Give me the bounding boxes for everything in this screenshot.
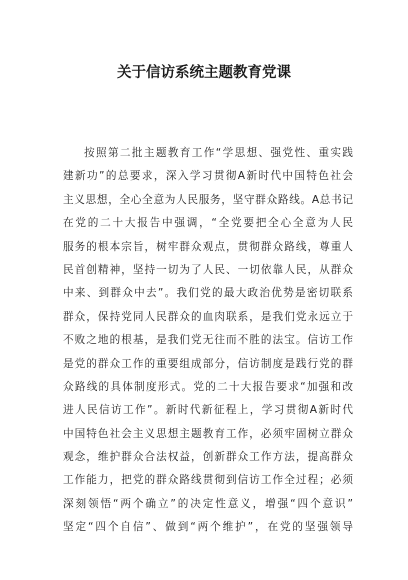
paragraph-line: 中来、到群众中去”。我们党的最大政治优势是密切联系 xyxy=(63,287,353,300)
paragraph-line: 群众，保持党同人民群众的血肉联系，是我们党永远立于 xyxy=(63,310,353,323)
paragraph-line: 中国特色社会主义思想主题教育工作，必须牢固树立群众 xyxy=(63,427,353,440)
paragraph-line: 按照第二批主题教育工作“学思想、强党性、重实践 xyxy=(84,147,353,159)
paragraph-line: 深刻领悟“两个确立”的决定性意义，增强“四个意识” xyxy=(63,497,353,510)
paragraph-line: 观念，维护群众合法权益，创新群众工作方法，提高群众 xyxy=(63,451,353,464)
paragraph-line: 主义思想，全心全意为人民服务，坚守群众路线。A总书记 xyxy=(63,193,353,206)
paragraph-line: 建新功”的总要求，深入学习贯彻A新时代中国特色社会 xyxy=(63,170,353,183)
paragraph-line: 众路线的具体制度形式。党的二十大报告要求“加强和改 xyxy=(63,380,353,393)
paragraph-line: 进人民信访工作”。新时代新征程上，学习贯彻A新时代 xyxy=(63,404,353,417)
document-title: 关于信访系统主题教育党课 xyxy=(117,65,291,81)
paragraph-line: 不败之地的根基，是我们党无往而不胜的法宝。信访工作 xyxy=(63,334,353,347)
paragraph-line: 服务的根本宗旨，树牢群众观点，贯彻群众路线，尊重人 xyxy=(63,240,353,253)
paragraph-line: 民首创精神，坚持一切为了人民、一切依靠人民，从群众 xyxy=(63,263,353,276)
paragraph-line: 在党的二十大报告中强调，“全党要把全心全意为人民 xyxy=(63,217,353,230)
paragraph-line: 是党的群众工作的重要组成部分，信访制度是践行党的群 xyxy=(63,357,353,370)
paragraph-line: 工作能力，把党的群众路线贯彻到信访工作全过程；必须 xyxy=(63,474,353,487)
paragraph-line: 坚定“四个自信”、做到“两个维护”，在党的坚强领导 xyxy=(63,521,353,534)
document-body xyxy=(63,142,353,540)
